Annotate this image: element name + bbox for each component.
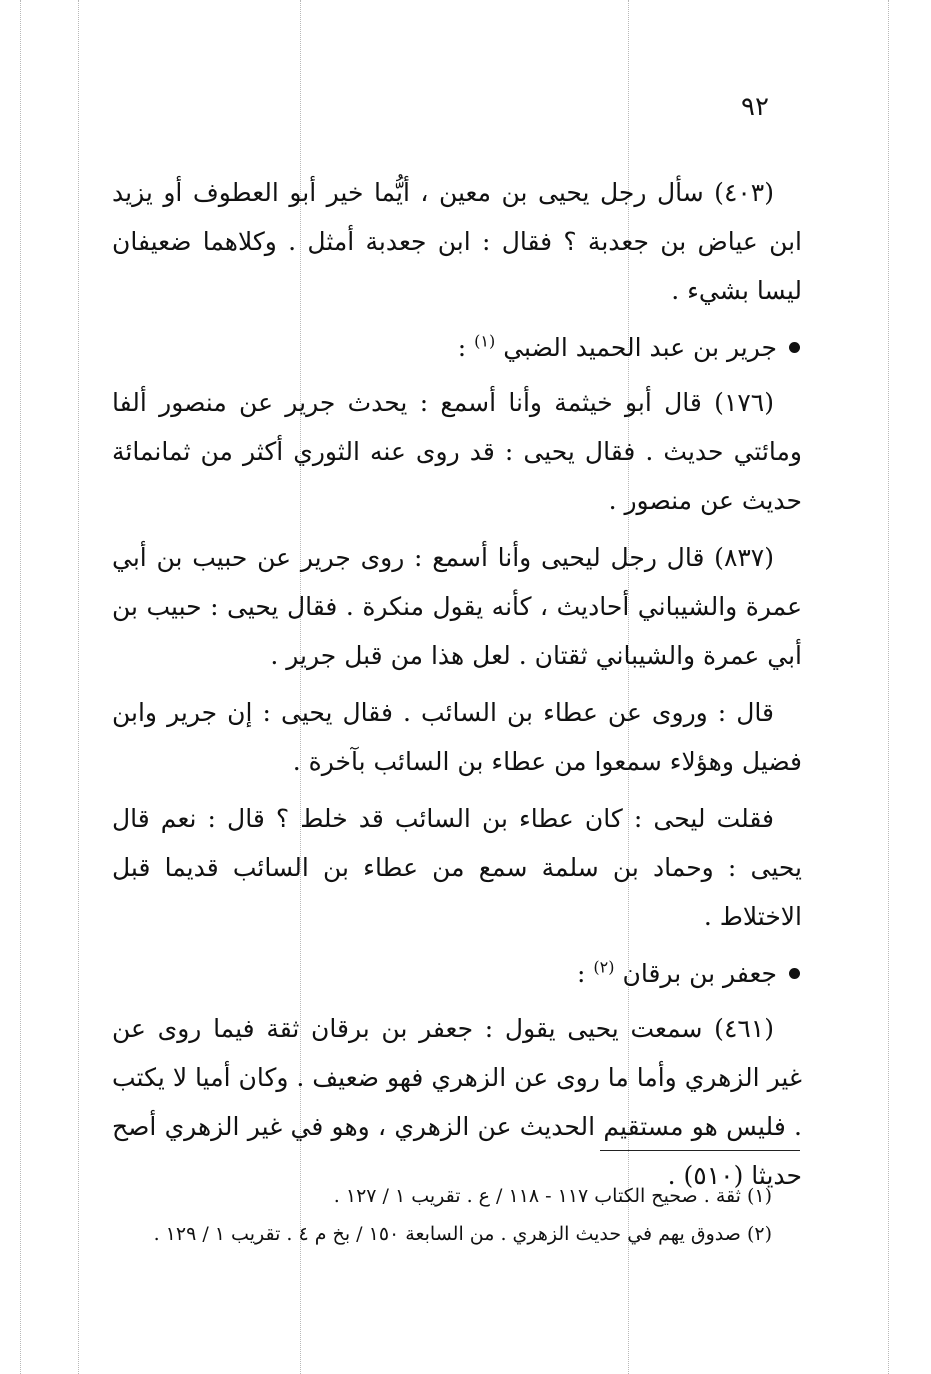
footnotes	[112, 1178, 802, 1254]
bullet-icon	[789, 968, 800, 979]
scan-artifact-line	[888, 0, 889, 1374]
footnote-2: (٢) صدوق يهم في حديث الزهري . من السابعة ١٥٠ / بخ م ٤ . تقريب ١ / ١٢٩ .	[153, 1223, 772, 1245]
section-heading-jarir	[112, 323, 802, 372]
section-heading-jafar	[112, 949, 802, 998]
heading-colon: :	[457, 333, 467, 362]
footnote-divider	[600, 1150, 800, 1151]
footnote-ref[interactable]: (٢)	[593, 957, 615, 977]
paragraph-403: (٤٠٣) سأل رجل يحيى بن معين ، أيُّما خير أبو العطوف أو يزيد ابن عياض بن جعدبة ؟ فقال : ابن جعدبة أمثل . وكلاهما ضعيفان ليسا بشيء .	[112, 178, 802, 305]
footnote-1: (١) ثقة . صحيح الكتاب ١١٧ - ١١٨ / ع . تقريب ١ / ١٢٧ .	[333, 1185, 772, 1207]
heading-colon: :	[577, 959, 586, 988]
bullet-icon	[789, 342, 800, 353]
paragraph-ataa: قال : وروى عن عطاء بن السائب . فقال يحيى : إن جرير وابن فضيل وهؤلاء سمعوا من عطاء بن السائب بآخرة .	[112, 698, 802, 776]
page-body	[112, 168, 802, 1208]
scan-artifact-line	[20, 0, 21, 1374]
paragraph-837: (٨٣٧) قال رجل ليحيى وأنا أسمع : روى جرير عن حبيب بن أبي عمرة والشيباني أحاديث ، كأنه يقول منكرة . فقال يحيى : حبيب بن أبي عمرة والشيباني ثقتان . لعل هذا من قبل جرير .	[112, 543, 802, 670]
paragraph-ikhtilat: فقلت ليحى : كان عطاء بن السائب قد خلط ؟ قال : نعم قال يحيى : وحماد بن سلمة سمع من عطاء بن السائب قديما قبل الاختلاط .	[112, 804, 802, 931]
page-number: ٩٢	[741, 92, 769, 122]
scan-artifact-line	[78, 0, 79, 1374]
paragraph-461: (٤٦١) سمعت يحيى يقول : جعفر بن برقان ثقة فيما روى عن غير الزهري وأما ما روى عن الزهري فهو ضعيف . وكان أميا لا يكتب . فليس هو مستقيم الحديث عن الزهري ، وهو في غير الزهري أصح حديثا (٥١٠) .	[112, 1014, 802, 1190]
paragraph-176: (١٧٦) قال أبو خيثمة وأنا أسمع : يحدث جرير عن منصور ألفا ومائتي حديث . فقال يحيى : قد روى عنه الثوري أكثر من ثمانمائة حديث عن منصور .	[112, 388, 802, 515]
footnote-ref[interactable]: (١)	[474, 331, 496, 351]
heading-label: جرير بن عبد الحميد الضبي	[503, 333, 777, 362]
heading-label: جعفر بن برقان	[622, 959, 777, 988]
